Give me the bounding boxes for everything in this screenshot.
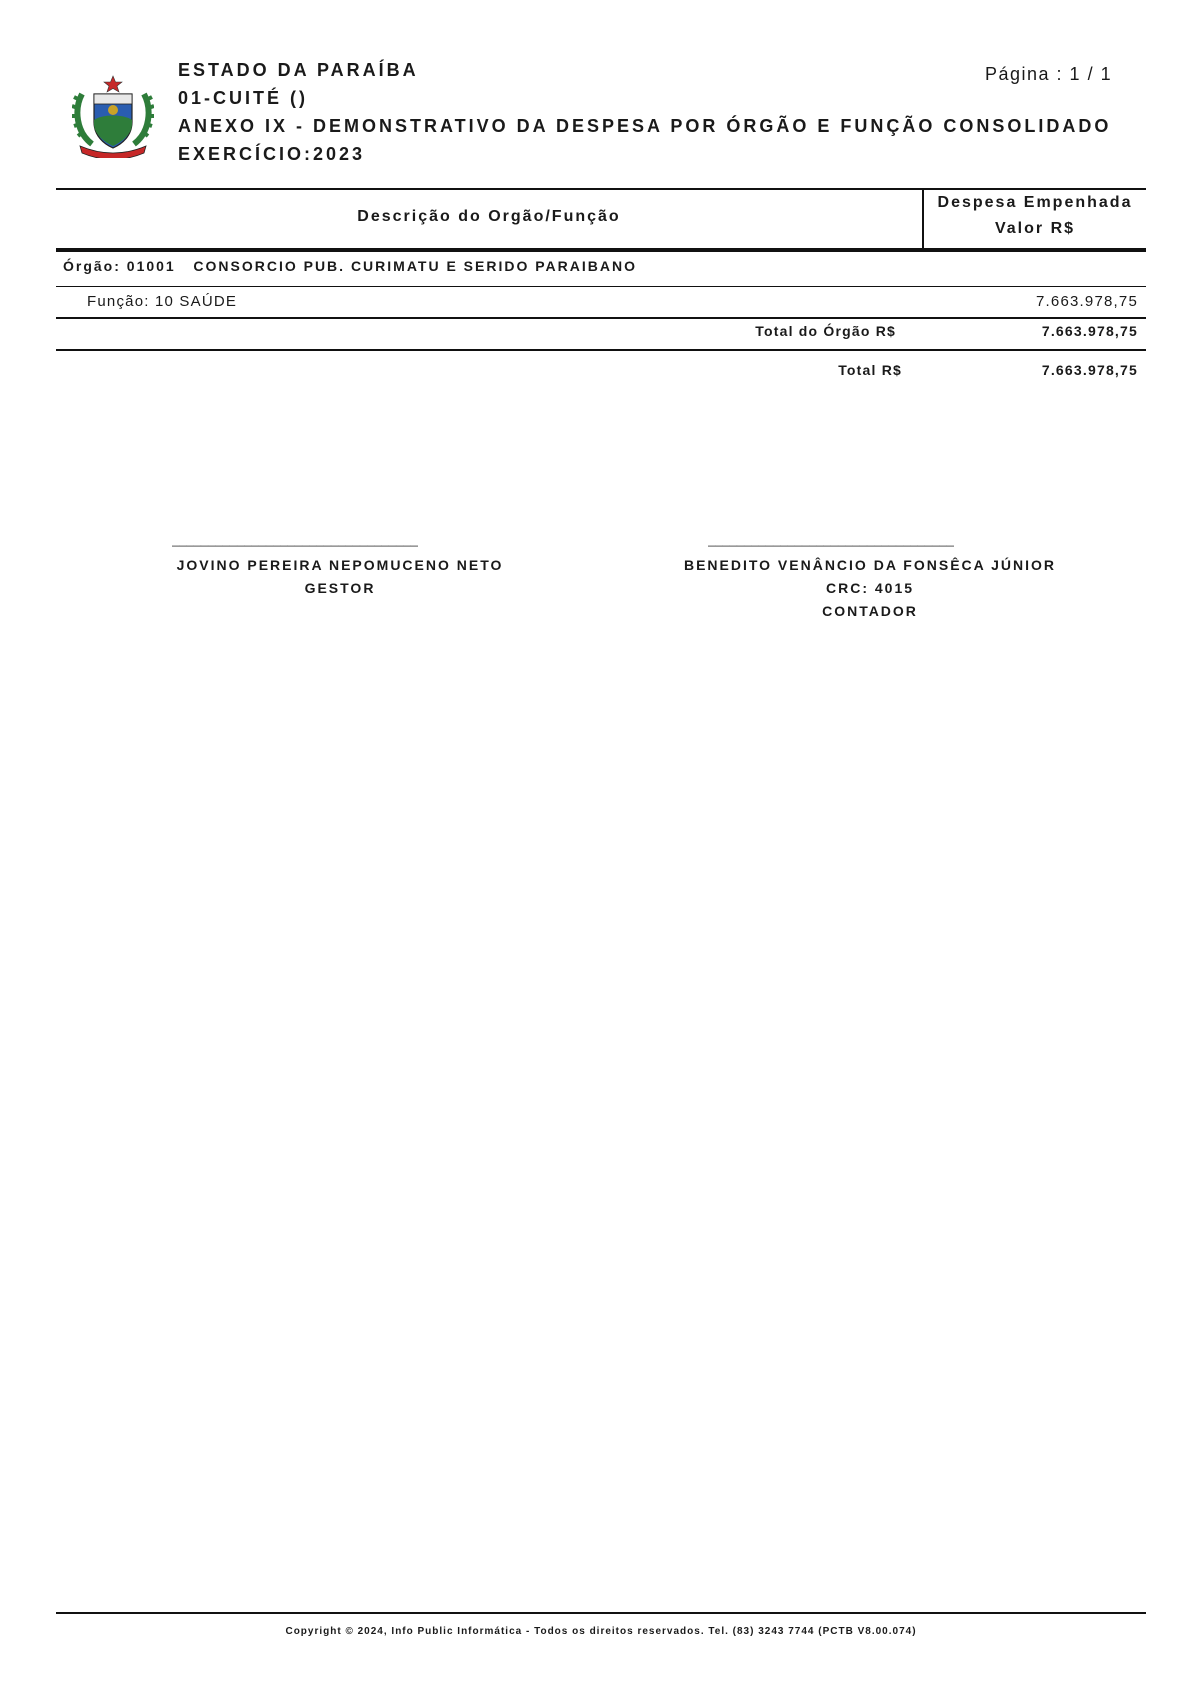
entity-name: 01-CUITÉ () <box>178 88 309 108</box>
paraiba-coat-of-arms-icon <box>72 74 154 158</box>
orgao-total-rule <box>56 349 1146 351</box>
copyright-footer: Copyright © 2024, Info Public Informática - Todos os direitos reservados. Tel. (83) 3243 7744 (PCTB V8.00.074) <box>285 1626 917 1637</box>
grand-total-value: 7.663.978,75 <box>1041 362 1138 378</box>
orgao-total-value: 7.663.978,75 <box>1041 323 1138 339</box>
column-header-description: Descrição do Orgão/Função <box>357 208 621 225</box>
signature-line: __________________________________ <box>172 532 418 547</box>
function-description: Função: 10 SAÚDE <box>87 293 238 310</box>
signer-role: GESTOR <box>304 580 376 596</box>
table-header-rule <box>56 248 1146 252</box>
grand-total-label: Total R$ <box>838 362 902 378</box>
footer-rule <box>56 1612 1146 1614</box>
state-name: ESTADO DA PARAÍBA <box>178 60 419 80</box>
function-value: 7.663.978,75 <box>1036 293 1138 310</box>
page-number: Página : 1 / 1 <box>985 64 1113 84</box>
report-title: ANEXO IX - DEMONSTRATIVO DA DESPESA POR ÓRGÃO E FUNÇÃO CONSOLIDADO <box>178 116 1112 136</box>
signer-name: BENEDITO VENÂNCIO DA FONSÊCA JÚNIOR <box>683 557 1057 573</box>
orgao-total-label: Total do Órgão R$ <box>755 323 896 339</box>
signer-role: CONTADOR <box>822 603 918 619</box>
function-rule <box>56 317 1146 319</box>
signer-name: JOVINO PEREIRA NEPOMUCENO NETO <box>176 557 504 573</box>
signature-line: __________________________________ <box>708 532 954 547</box>
orgao-label: Órgão: 01001 CONSORCIO PUB. CURIMATU E SERIDO PARAIBANO <box>63 258 637 274</box>
table-top-rule <box>56 188 1146 190</box>
column-header-value-line1: Despesa Empenhada <box>937 194 1133 211</box>
column-header-value-line2: Valor R$ <box>994 220 1076 237</box>
exercise-year: EXERCÍCIO:2023 <box>178 144 366 164</box>
signer-crc: CRC: 4015 <box>825 580 915 596</box>
orgao-rule <box>56 286 1146 287</box>
